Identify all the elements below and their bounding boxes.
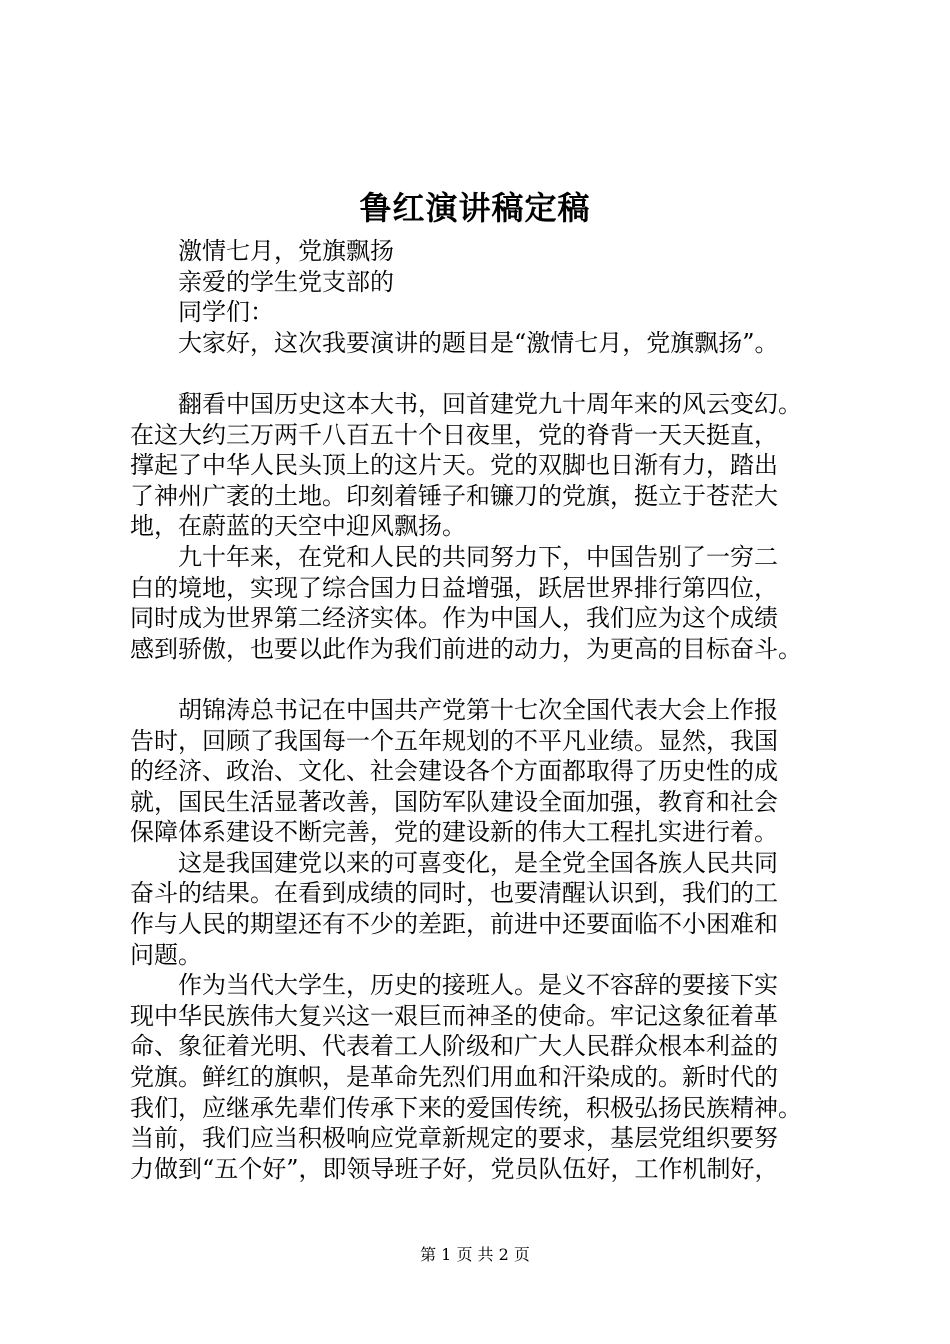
document-title: 鲁红演讲稿定稿 bbox=[359, 189, 591, 227]
text-line: 当前，我们应当积极响应党章新规定的要求，基层党组织要努 bbox=[130, 1124, 778, 1153]
text-line: 大家好，这次我要演讲的题目是“激情七月，党旗飘扬”。 bbox=[178, 328, 779, 357]
text-line: 问题。 bbox=[130, 940, 202, 969]
text-line: 的经济、政治、文化、社会建设各个方面都取得了历史性的成 bbox=[130, 757, 778, 786]
text-line: 胡锦涛总书记在中国共产党第十七次全国代表大会上作报 bbox=[178, 695, 778, 724]
text-line: 告时，回顾了我国每一个五年规划的不平凡业绩。显然，我国 bbox=[130, 726, 778, 755]
text-line: 同学们： bbox=[178, 298, 274, 327]
text-line: 感到骄傲，也要以此作为我们前进的动力，为更高的目标奋斗。 bbox=[130, 634, 802, 663]
text-line: 了神州广袤的土地。印刻着锤子和镰刀的党旗，挺立于苍茫大 bbox=[130, 481, 778, 510]
text-line: 命、象征着光明、代表着工人阶级和广大人民群众根本利益的 bbox=[130, 1032, 778, 1061]
document-body bbox=[130, 236, 830, 1184]
text-line: 党旗。鲜红的旗帜，是革命先烈们用血和汗染成的。新时代的 bbox=[130, 1063, 778, 1092]
text-line: 这是我国建党以来的可喜变化，是全党全国各族人民共同 bbox=[178, 848, 778, 877]
text-line: 九十年来，在党和人民的共同努力下，中国告别了一穷二 bbox=[178, 542, 778, 571]
text-line: 就，国民生活显著改善，国防军队建设全面加强，教育和社会 bbox=[130, 787, 778, 816]
text-line: 激情七月，党旗飘扬 bbox=[178, 237, 394, 265]
text-line: 地，在蔚蓝的天空中迎风飘扬。 bbox=[130, 512, 466, 541]
text-line: 我们，应继承先辈们传承下来的爱国传统，积极弘扬民族精神。 bbox=[130, 1093, 802, 1122]
text-line: 作与人民的期望还有不少的差距，前进中还要面临不小困难和 bbox=[130, 910, 778, 939]
text-line: 现中华民族伟大复兴这一艰巨而神圣的使命。牢记这象征着革 bbox=[130, 1001, 778, 1030]
text-line: 作为当代大学生，历史的接班人。是义不容辞的要接下实 bbox=[178, 971, 778, 1000]
text-line: 翻看中国历史这本大书，回首建党九十周年来的风云变幻。 bbox=[178, 389, 802, 418]
text-line: 撑起了中华人民头顶上的这片天。党的双脚也日渐有力，踏出 bbox=[130, 451, 778, 480]
blank-line bbox=[130, 664, 830, 695]
text-line: 在这大约三万两千八百五十个日夜里，党的脊背一天天挺直， bbox=[130, 420, 778, 449]
text-line: 亲爱的学生党支部的 bbox=[178, 267, 394, 296]
text-line: 力做到“五个好”，即领导班子好，党员队伍好，工作机制好， bbox=[130, 1154, 779, 1183]
text-line: 奋斗的结果。在看到成绩的同时，也要清醒认识到，我们的工 bbox=[130, 879, 778, 908]
text-line: 同时成为世界第二经济实体。作为中国人，我们应为这个成绩 bbox=[130, 604, 778, 633]
text-line: 白的境地，实现了综合国力日益增强，跃居世界排行第四位， bbox=[130, 573, 778, 602]
blank-line bbox=[130, 358, 830, 389]
text-line: 保障体系建设不断完善，党的建设新的伟大工程扎实进行着。 bbox=[130, 818, 778, 847]
page-footer: 第 1 页 共 2 页 bbox=[420, 1245, 530, 1264]
